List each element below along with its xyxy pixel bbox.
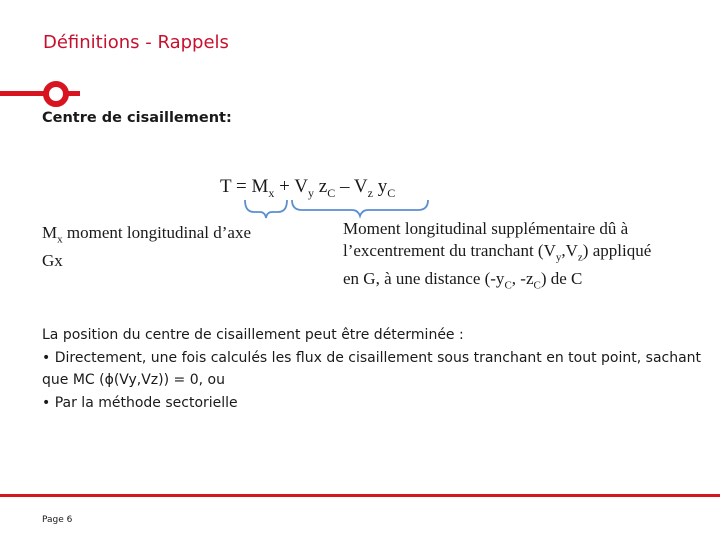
- body-line-intro: La position du centre de cisaillement peut être déterminée :: [42, 327, 464, 343]
- moment-line3-c: ) de C: [540, 269, 583, 289]
- formula-lhs: T: [220, 176, 232, 197]
- mx-definition-line2: Gx: [42, 251, 63, 271]
- brace-left: [245, 200, 287, 218]
- moment-line2-sub2: z: [577, 251, 583, 264]
- moment-definition-line1: Moment longitudinal supplémentaire dû à: [343, 219, 629, 238]
- accent-ring-icon: [43, 81, 69, 107]
- formula-mx-sub: x: [268, 185, 275, 200]
- moment-line2-b: ,V: [561, 241, 578, 260]
- moment-definition-line3: [343, 268, 713, 296]
- moment-line2-sub1: y: [555, 251, 562, 264]
- formula-zc-sub: C: [327, 185, 336, 200]
- moment-definition: [343, 218, 713, 297]
- formula-plus: +: [274, 176, 295, 197]
- mx-definition: [42, 222, 282, 271]
- section-title: Centre de cisaillement:: [42, 110, 232, 126]
- formula-minus: –: [335, 176, 354, 197]
- mx-definition-sub: x: [57, 233, 63, 246]
- formula-yc: y: [372, 176, 388, 197]
- body-text: [42, 324, 702, 414]
- formula-vz-sub: z: [367, 185, 373, 200]
- body-bullet-direct: • Directement, une fois calculés les flux de cisaillement sous tranchant en tout point, sachant que MC (ϕ(Vy,Vz)) = 0, ou: [42, 349, 702, 388]
- body-bullet-sectorial: • Par la méthode sectorielle: [42, 394, 238, 411]
- slide-title: Définitions - Rappels: [43, 32, 229, 53]
- formula-vy-sub: y: [308, 185, 314, 200]
- footer-line: [0, 494, 720, 497]
- moment-line3-sub1: C: [504, 279, 512, 292]
- formula-figure: [0, 160, 720, 300]
- moment-line3-sub2: C: [533, 279, 541, 292]
- brace-right: [292, 200, 428, 216]
- formula-equals: =: [231, 176, 252, 197]
- moment-line3-b: , -z: [511, 269, 534, 289]
- moment-line2-a: l’excentrement du tranchant (V: [343, 241, 556, 260]
- formula-zc: z: [314, 176, 328, 197]
- moment-definition-line2: [343, 240, 713, 268]
- mx-definition-m: M: [42, 223, 58, 242]
- moment-line2-c: ) appliqué: [582, 241, 652, 260]
- page-number: Page 6: [42, 515, 73, 525]
- formula-mx: M: [251, 176, 269, 197]
- formula-vy: V: [294, 176, 308, 197]
- formula-vz: V: [353, 176, 368, 197]
- moment-line3-a: en G, à une distance (-y: [343, 269, 505, 289]
- mx-definition-line1: moment longitudinal d’axe: [62, 223, 252, 242]
- formula-yc-sub: C: [387, 185, 396, 200]
